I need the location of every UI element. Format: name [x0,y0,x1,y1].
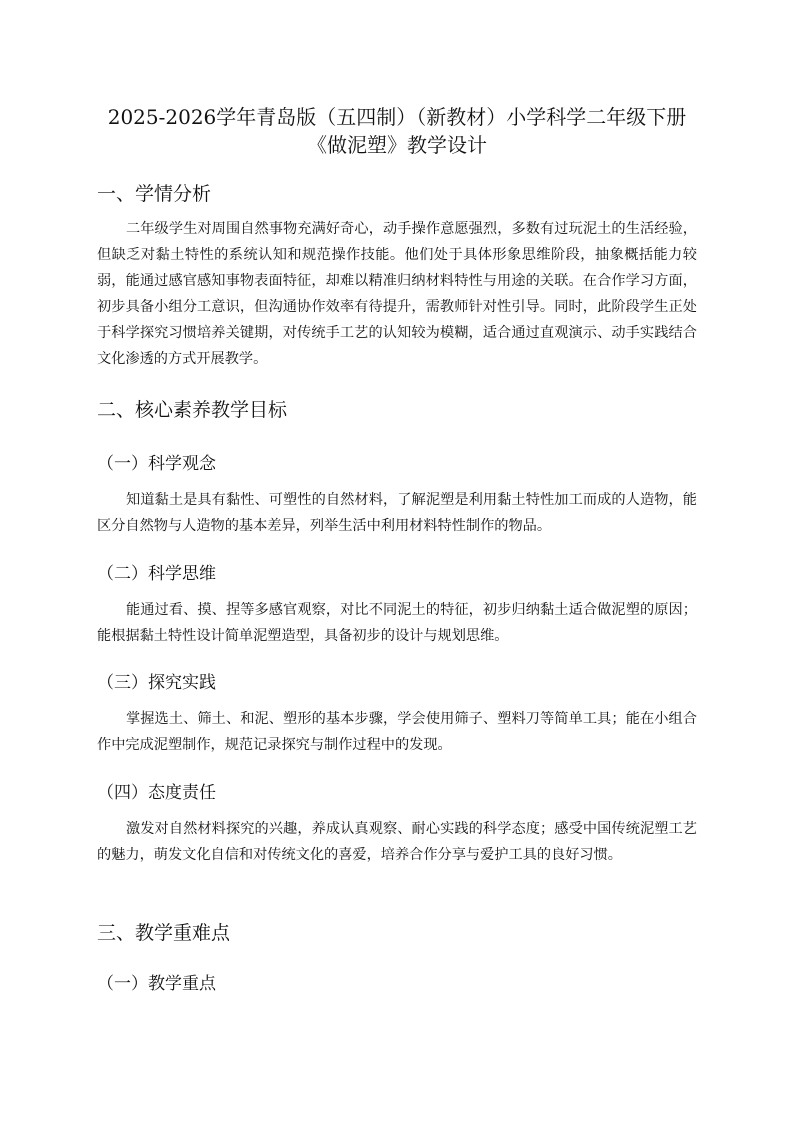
section-heading-core-objectives: 二、核心素养教学目标 [97,399,288,421]
subsection-heading-inquiry-practice: （三）探究实践 [97,673,216,693]
scientific-concepts-paragraph: 知道黏土是具有黏性、可塑性的自然材料，了解泥塑是利用黏土特性加工而成的人造物，能区分自然物与人造物的基本差异，列举生活中利用材料特性制作的物品。 [97,492,697,534]
subsection-heading-scientific-thinking: （二）科学思维 [97,564,216,584]
subsection-heading-teaching-focus: （一）教学重点 [97,974,216,994]
section-heading-key-difficult-points: 三、教学重难点 [97,922,231,944]
attitude-responsibility-paragraph: 激发对自然材料探究的兴趣，养成认真观察、耐心实践的科学态度；感受中国传统泥塑工艺的魅力，萌发文化自信和对传统文化的喜爱，培养合作分享与爱护工具的良好习惯。 [97,821,697,863]
document-title-line2: 《做泥塑》教学设计 [307,133,487,157]
learner-analysis-paragraph: 二年级学生对周围自然事物充满好奇心，动手操作意愿强烈，多数有过玩泥土的生活经验，但缺乏对黏土特性的系统认知和规范操作技能。他们处于具体形象思维阶段，抽象概括能力较弱，能通过感官感知事物表面特征，却难以精准归纳材料特性与用途的关联。在合作学习方面，初步具备小组分工意识，但沟通协作效率有待提升，需教师针对性引导。同时，此阶段学生正处于科学探究习惯培养关键期，对传统手工艺的认知较为模糊，适合通过直观演示、动手实践结合文化渗透的方式开展教学。 [97,221,697,367]
scientific-thinking-paragraph: 能通过看、摸、捏等多感官观察，对比不同泥土的特征，初步归纳黏土适合做泥塑的原因；能根据黏土特性设计简单泥塑造型，具备初步的设计与规划思维。 [97,602,697,644]
section-heading-learner-analysis: 一、学情分析 [97,183,212,205]
subsection-heading-attitude-responsibility: （四）态度责任 [97,783,216,803]
subsection-heading-scientific-concepts: （一）科学观念 [97,454,216,474]
inquiry-practice-paragraph: 掌握选土、筛土、和泥、塑形的基本步骤，学会使用筛子、塑料刀等简单工具；能在小组合作中完成泥塑制作，规范记录探究与制作过程中的发现。 [97,711,697,753]
document-title-line1: 2025-2026学年青岛版（五四制）（新教材）小学科学二年级下册 [107,105,687,129]
